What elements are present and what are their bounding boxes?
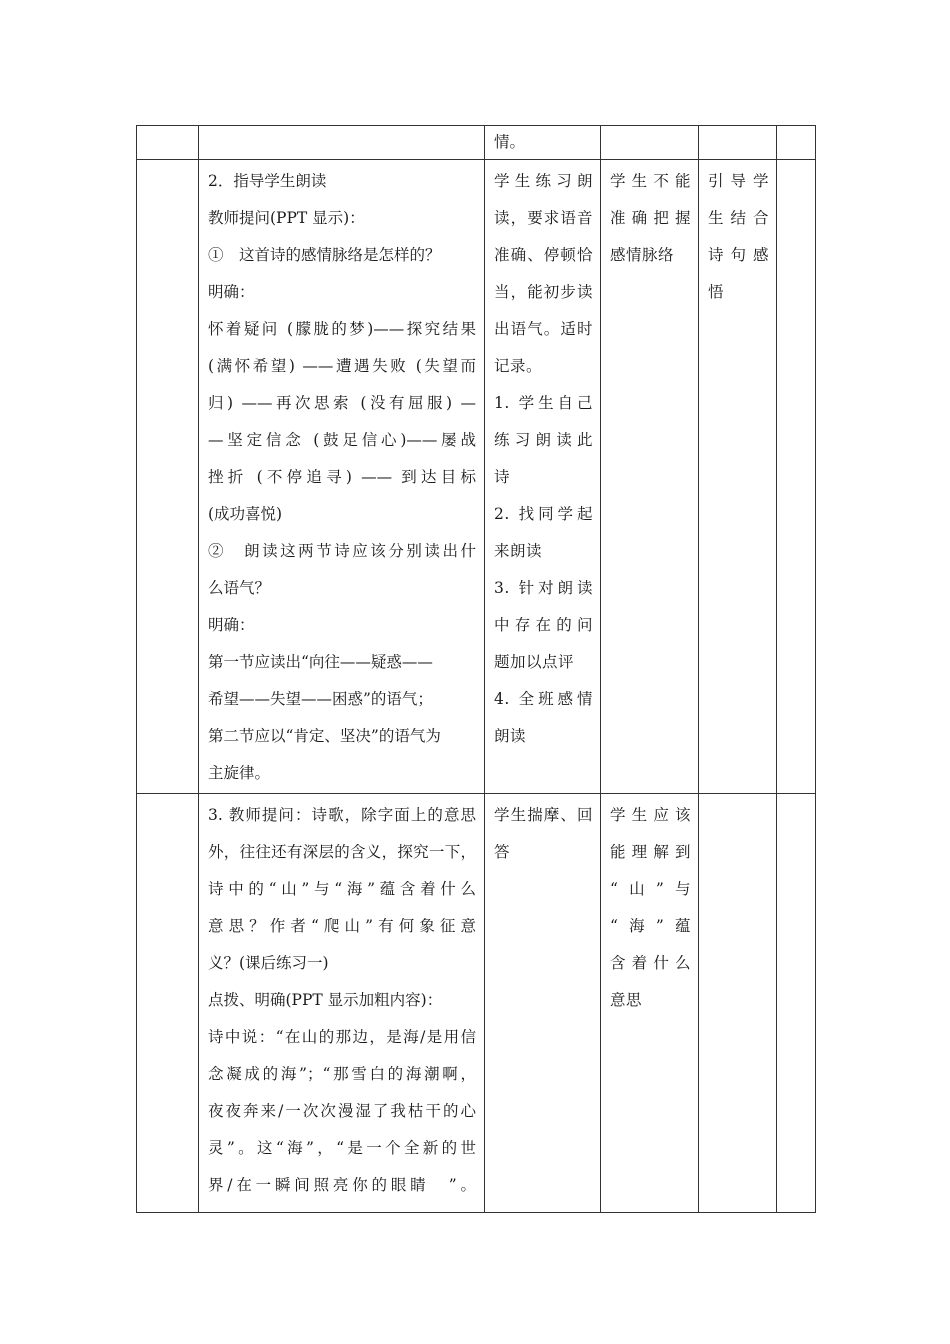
cell-line: 学生练习朗 <box>494 172 593 190</box>
cell-line: (成功喜悦) <box>208 505 283 523</box>
cell-line: 主旋律。 <box>208 764 271 782</box>
process-cell <box>199 794 485 1213</box>
cell-line: 准确把握 <box>610 209 691 227</box>
cell-line: ① 这首诗的感情脉络是怎样的？ <box>208 246 441 264</box>
lesson-plan-table <box>136 125 816 1213</box>
cell-line: 意思？作者“爬山”有何象征意 <box>208 917 476 935</box>
cell-line: 义？(课后练习一) <box>208 954 329 972</box>
table-row <box>137 794 816 1213</box>
cell-line: 情。 <box>494 133 526 151</box>
cell-line: 明确： <box>208 283 255 301</box>
cell-text-block <box>485 160 600 755</box>
cell-line: 诗中说：“在山的那边，是海/是用信 <box>208 1028 476 1046</box>
cell-line: 诗中的“山”与“海”蕴含着什么 <box>208 880 476 898</box>
cell-line: 朗读 <box>494 727 527 745</box>
cell-line: 能理解到 <box>610 843 691 861</box>
process-cell <box>199 126 485 160</box>
difficulty-cell <box>601 794 699 1213</box>
cell-line: 夜夜奔来/一次次漫湿了我枯干的心 <box>208 1102 476 1120</box>
cell-line: 来朗读 <box>494 542 543 560</box>
difficulty-cell <box>601 160 699 794</box>
cell-line: 明确： <box>208 616 255 634</box>
cell-text-block <box>601 160 698 274</box>
strategy-cell <box>699 160 777 794</box>
cell-text-block <box>601 794 698 1019</box>
side-column-cell <box>137 794 199 1213</box>
cell-line: 学生应该 <box>610 806 691 824</box>
cell-line: 挫折 (不停追寻) —— 到达目标 <box>208 468 476 486</box>
notes-cell <box>777 160 816 794</box>
cell-line: “山”与 <box>610 880 691 898</box>
cell-line: 3. 针对朗读 <box>494 579 593 597</box>
cell-line: 出语气。适时 <box>494 320 593 338</box>
cell-line: 4. 全班感情 <box>494 690 593 708</box>
cell-text-block <box>699 160 776 311</box>
cell-line: 含着什么 <box>610 954 691 972</box>
cell-line: 第一节应读出“向往——疑惑—— <box>208 653 433 671</box>
cell-line: 归) ——再次思索 (没有屈服) — <box>208 394 476 412</box>
cell-line: 引导学 <box>708 172 769 190</box>
process-cell <box>199 160 485 794</box>
cell-line: 学生揣摩、回 <box>494 806 593 824</box>
cell-text-block <box>485 126 600 157</box>
cell-line: 希望——失望——困惑”的语气； <box>208 690 433 708</box>
table-row <box>137 160 816 794</box>
cell-line: 学生不能 <box>610 172 691 190</box>
cell-line: 中存在的问 <box>494 616 593 634</box>
cell-line: 么语气？ <box>208 579 271 597</box>
cell-line: 2．指导学生朗读 <box>208 172 327 190</box>
difficulty-cell <box>601 126 699 160</box>
cell-line: 诗句感 <box>708 246 769 264</box>
cell-line: 怀着疑问 (朦胧的梦)——探究结果 <box>208 320 476 338</box>
student-activity-cell <box>485 160 601 794</box>
cell-line: 准确、停顿恰 <box>494 246 593 264</box>
cell-line: 诗 <box>494 468 511 486</box>
cell-line: 念凝成的海”；“那雪白的海潮啊， <box>208 1065 476 1083</box>
cell-line: 1. 学生自己 <box>494 394 593 412</box>
cell-line: 答 <box>494 843 511 861</box>
cell-line: 生结合 <box>708 209 769 227</box>
side-column-cell <box>137 160 199 794</box>
cell-line: 外，往往还有深层的含义，探究一下， <box>208 843 476 861</box>
cell-line: ② 朗读这两节诗应该分别读出什 <box>208 542 476 560</box>
cell-line: “海”蕴 <box>610 917 691 935</box>
strategy-cell <box>699 794 777 1213</box>
cell-line: 意思 <box>610 991 643 1009</box>
cell-line: 教师提问(PPT 显示)： <box>208 209 365 227</box>
cell-line: 点拨、明确(PPT 显示加粗内容)： <box>208 991 443 1009</box>
notes-cell <box>777 126 816 160</box>
cell-line: 悟 <box>708 283 725 301</box>
table-row <box>137 126 816 160</box>
student-activity-cell <box>485 126 601 160</box>
cell-line: 第二节应以“肯定、坚决”的语气为 <box>208 727 441 745</box>
cell-line: (满怀希望) ——遭遇失败 (失望而 <box>208 357 476 375</box>
notes-cell <box>777 794 816 1213</box>
cell-text-block <box>485 794 600 871</box>
strategy-cell <box>699 126 777 160</box>
cell-line: 读，要求语音 <box>494 209 593 227</box>
cell-line: 界/在一瞬间照亮你的眼睛 ”。 <box>208 1176 476 1194</box>
cell-line: 题加以点评 <box>494 653 575 671</box>
cell-text-block <box>199 794 484 1204</box>
cell-line: 2. 找同学起 <box>494 505 593 523</box>
cell-line: 3. 教师提问：诗歌，除字面上的意思 <box>208 806 476 824</box>
student-activity-cell <box>485 794 601 1213</box>
side-column-cell <box>137 126 199 160</box>
cell-line: 灵”。这“海”，“是一个全新的世 <box>208 1139 476 1157</box>
cell-line: 当，能初步读 <box>494 283 593 301</box>
cell-line: —坚定信念 (鼓足信心)——屡战 <box>208 431 476 449</box>
cell-line: 记录。 <box>494 357 543 375</box>
cell-line: 感情脉络 <box>610 246 675 264</box>
cell-line: 练习朗读此 <box>494 431 593 449</box>
cell-text-block <box>199 160 484 792</box>
